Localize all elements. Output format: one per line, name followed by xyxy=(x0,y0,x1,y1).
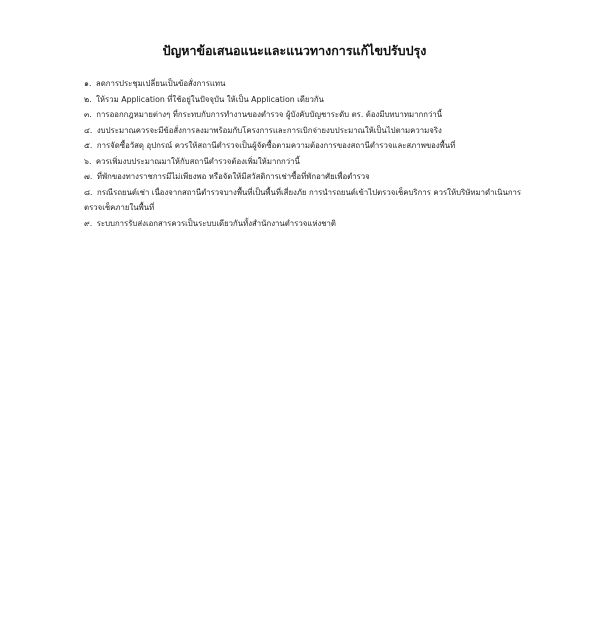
list-item-number: ๕. xyxy=(84,141,93,150)
list-item xyxy=(84,123,524,139)
list-item-text: ระบบการรับส่งเอกสารควรเป็นระบบเดียวกันทั้งสำนักงานตำรวจแห่งชาติ xyxy=(96,218,336,228)
list-item-number: ๔. xyxy=(84,125,93,135)
list-item xyxy=(84,185,524,216)
list-item-text: กรณีรถยนต์เช่า เนื่องจากสถานีตำรวจบางพื้นที่เป็นพื้นที่เสี่ยงภัย การนำรถยนต์เข้าไปตรวจเช็คบริการ ควรให้บริษัทมาดำเนินการตรวจเช็คภายในพื้นที่ xyxy=(84,187,522,212)
list-item xyxy=(84,76,524,92)
list-item-number: ๙. xyxy=(84,218,93,228)
list-item xyxy=(84,216,524,232)
list-item xyxy=(84,107,524,123)
list-item-number: ๓. xyxy=(84,110,92,119)
list-item xyxy=(84,169,524,185)
suggestion-list xyxy=(84,76,524,231)
list-item-text: ให้รวม Application ที่ใช้อยู่ในปัจจุบัน ให้เป็น Application เดียวกัน xyxy=(96,94,324,104)
list-item-text: ลดการประชุมเปลี่ยนเป็นข้อสั่งการแทน xyxy=(95,79,226,88)
list-item-text: ควรเพิ่มงบประมาณมาให้กับสถานีตำรวจต้องเพิ่มให้มากกว่านี้ xyxy=(95,156,300,166)
list-item-text: งบประมาณควรจะมีข้อสั่งการลงมาพร้อมกับโครงการและการเบิกจ่ายงบประมาณให้เป็นไปตามความจริง xyxy=(96,125,442,135)
list-item-number: ๖. xyxy=(84,156,92,166)
list-item-text: การจัดซื้อวัสดุ อุปกรณ์ ควรให้สถานีตำรวจเป็นผู้จัดซื้อตามความต้องการของสถานีตำรวจและสภาพของพื้นที่ xyxy=(96,141,456,150)
list-item-text: ที่พักของทางราชการมีไม่เพียงพอ หรือจัดให้มีสวัสดิการเช่าซื้อที่พักอาศัยเพื่อตำรวจ xyxy=(96,172,370,181)
list-item-number: ๑. xyxy=(84,79,92,88)
list-item-number: ๒. xyxy=(84,94,92,104)
list-item xyxy=(84,92,524,108)
list-item-text: การออกกฎหมายต่างๆ ที่กระทบกับการทำงานของตำรวจ ผู้บังคับบัญชาระดับ ตร. ต้องมีบทบาทมากกว่านี้ xyxy=(96,110,443,119)
page-title: ปัญหาข้อเสนอแนะและแนวทางการแก้ไขปรับปรุง xyxy=(162,43,427,58)
list-item-number: ๘. xyxy=(84,187,93,197)
list-item-number: ๗. xyxy=(84,172,93,181)
list-item xyxy=(84,154,524,170)
list-item xyxy=(84,138,524,154)
